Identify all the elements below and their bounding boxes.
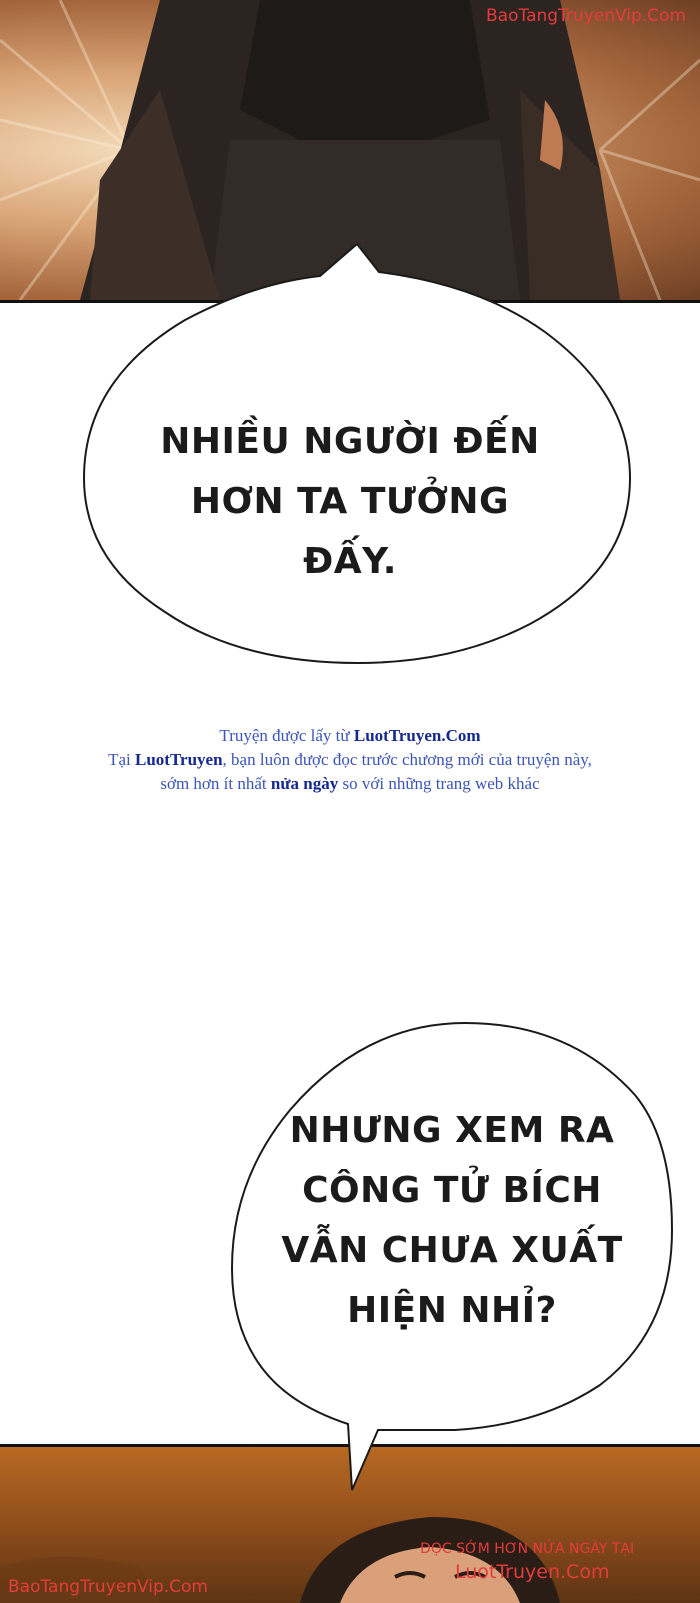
bubble-2-line: VẪN CHƯA XUẤT <box>281 1230 623 1271</box>
bubble-1-line: NHIỀU NGƯỜI ĐẾN <box>160 421 540 462</box>
notice-site-link[interactable]: LuotTruyen <box>135 750 223 769</box>
speech-bubble-2-text <box>262 1101 642 1341</box>
watermark-top: BaoTangTruyenVip.Com <box>486 6 686 26</box>
bubble-2-line: HIỆN NHỈ? <box>347 1290 557 1331</box>
bubble-1-line: ĐẤY. <box>303 541 397 582</box>
watermark-bottom-left: BaoTangTruyenVip.Com <box>8 1577 208 1597</box>
watermark-bottom-right-line1: ĐỌC SỚM HƠN NỬA NGÀY TẠI <box>420 1541 635 1557</box>
notice-site-link[interactable]: LuotTruyen.Com <box>353 726 481 745</box>
notice-text: Truyện được lấy từ <box>219 726 354 745</box>
notice-text: Tại <box>108 750 135 769</box>
bubble-2-line: CÔNG TỬ BÍCH <box>302 1170 602 1211</box>
bubble-2-line: NHƯNG XEM RA <box>289 1110 615 1151</box>
watermark-bottom-right-line2: LuotTruyen.Com <box>455 1561 610 1583</box>
notice-emphasis: nửa ngày <box>270 774 339 793</box>
notice-text: , bạn luôn được đọc trước chương mới của truyện này, <box>222 750 592 769</box>
notice-text: so với những trang web khác <box>338 774 540 793</box>
bubble-1-line: HƠN TA TƯỞNG <box>190 481 510 522</box>
notice-text: sớm hơn ít nhất <box>160 774 271 793</box>
